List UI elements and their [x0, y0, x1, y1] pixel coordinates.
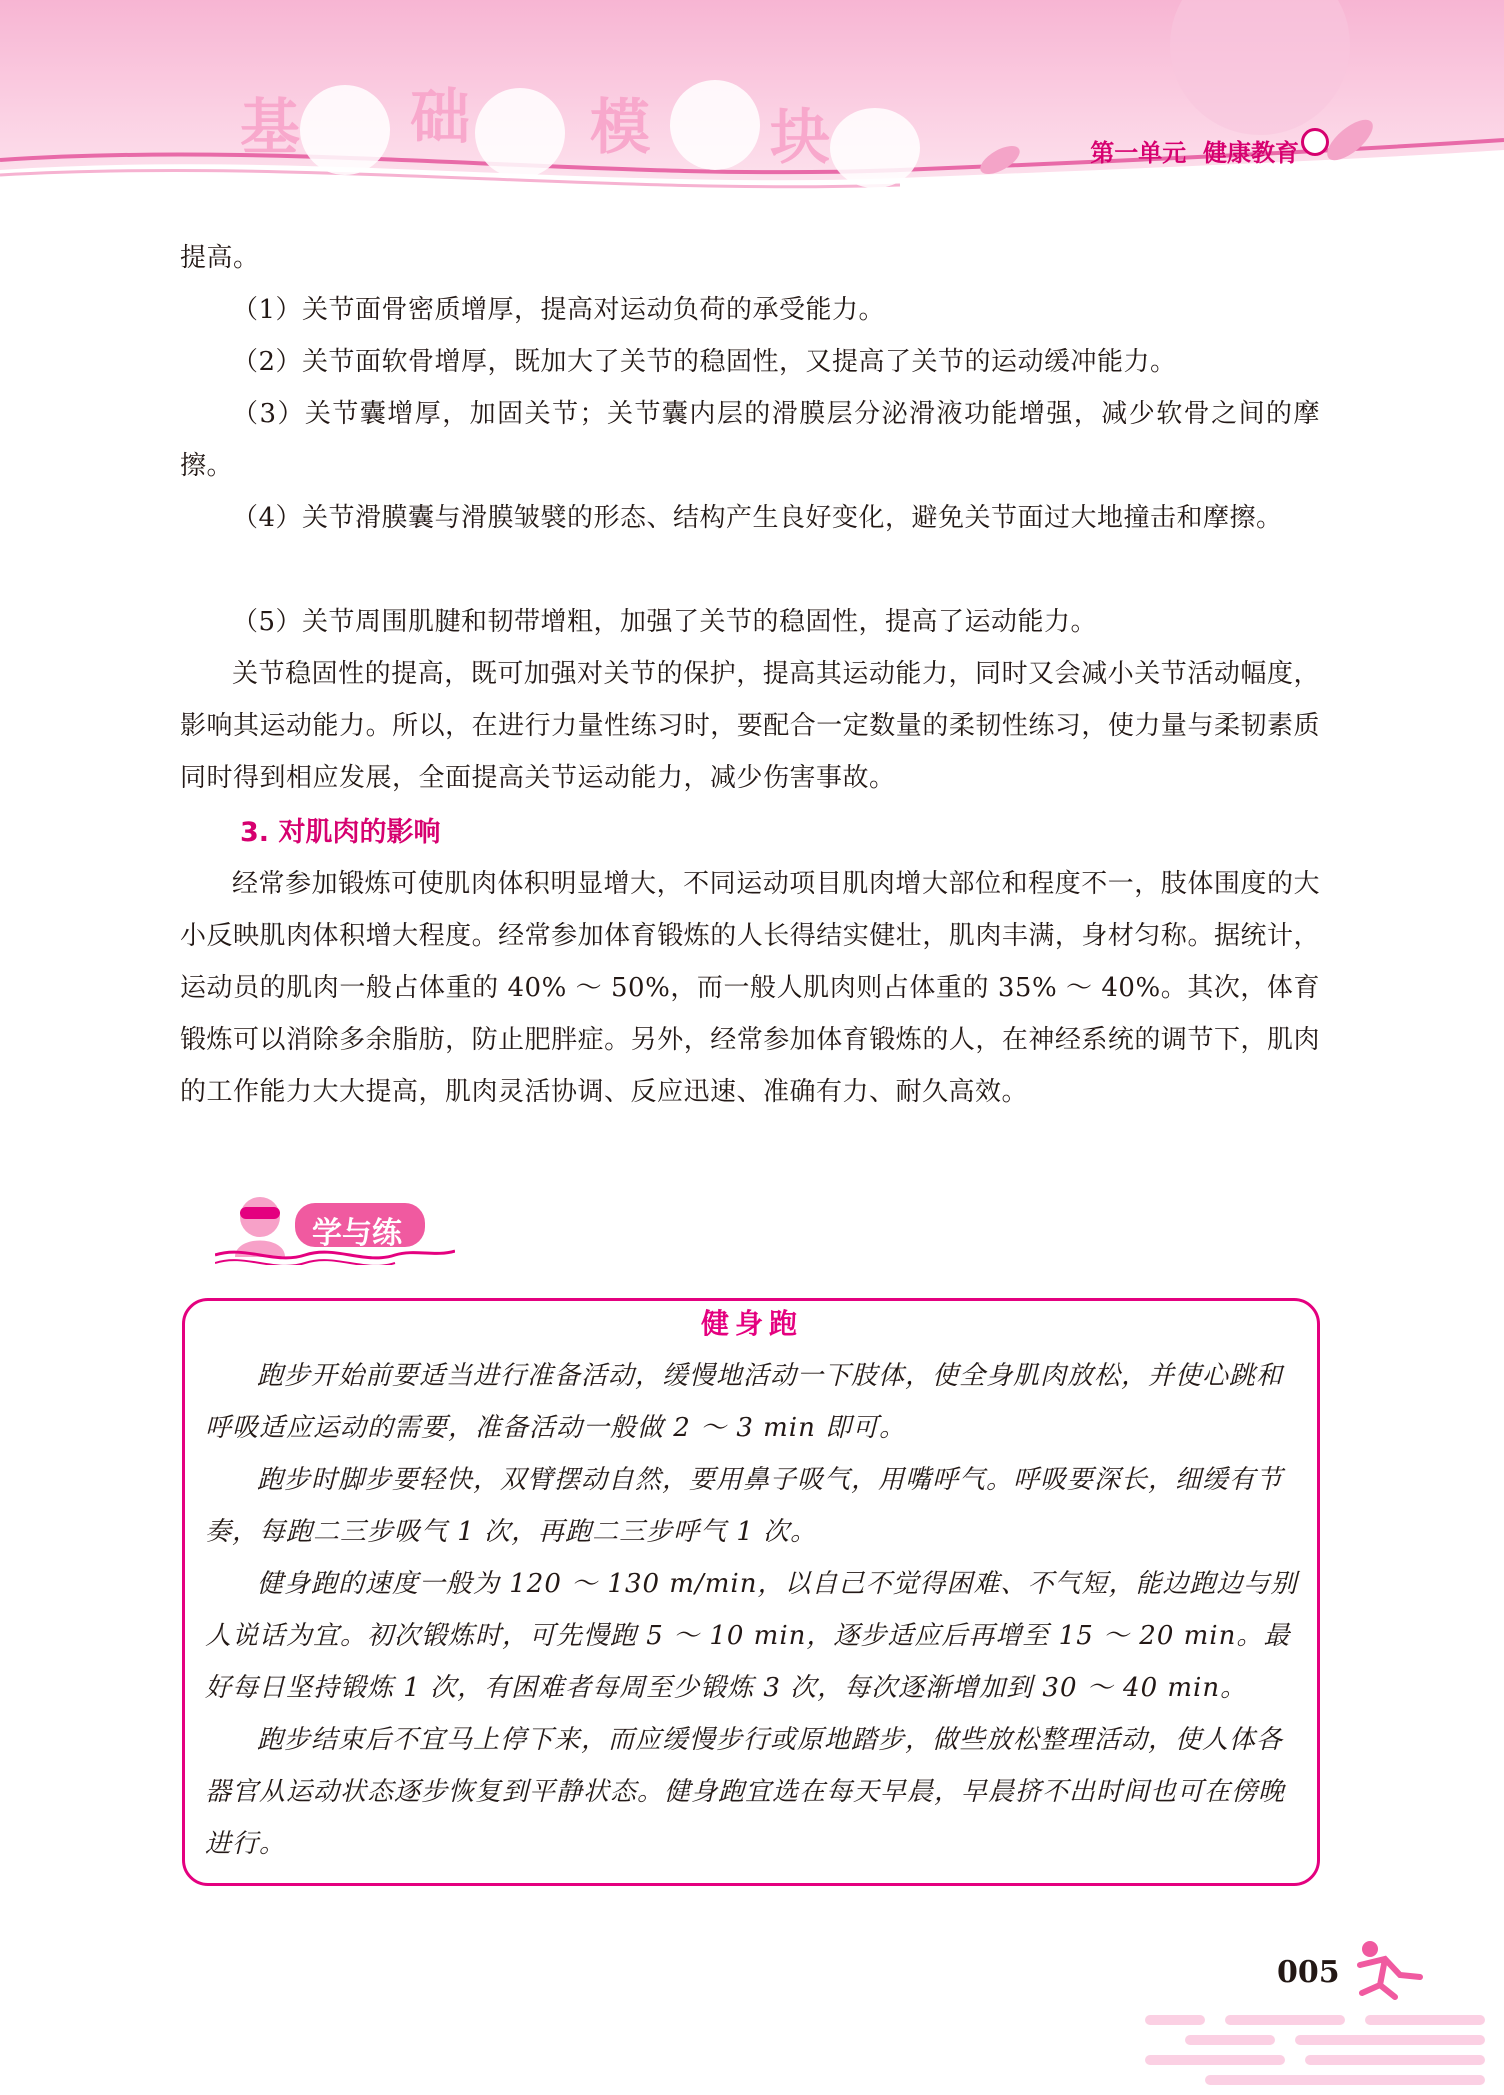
brand-char-2: 础 — [410, 83, 470, 153]
paragraph-continuation: 提高。 — [180, 243, 260, 273]
runner-footer-icon — [1340, 1935, 1430, 2005]
brand-char-3: 模 — [590, 93, 650, 163]
practice-paragraph-2: 跑步时脚步要轻快，双臂摆动自然，要用鼻子吸气，用嘴呼气。呼吸要深长，细缓有节奏，每跑二三步吸气 1 次，再跑二三步呼气 1 次。 — [205, 1465, 1284, 1547]
footer-stripes-decoration — [1145, 2015, 1485, 2095]
page-header — [0, 0, 1504, 200]
paragraph-muscle: 经常参加锻炼可使肌肉体积明显增大，不同运动项目肌肉增大部位和程度不一，肢体围度的大小反映肌肉体积增大程度。经常参加体育锻炼的人长得结实健壮，肌肉丰满，身材匀称。据统计，运动员的肌肉一般占体重的 40% ～ 50%，而一般人肌肉则占体重的 35% ～ 40%。其次，体育锻炼可以消除多余脂肪，防止肥胖症。另外，经常参加体育锻炼的人，在神经系统的调节下，肌肉的工作能力大大提高，肌肉灵活协调、反应迅速、准确有力、耐久高效。 — [180, 869, 1320, 1107]
list-item-2: （2）关节面软骨增厚，既加大了关节的稳固性，又提高了关节的运动缓冲能力。 — [232, 347, 1177, 377]
practice-paragraph-3: 健身跑的速度一般为 120 ～ 130 m/min，以自己不觉得困难、不气短，能边跑边与别人说话为宜。初次锻炼时，可先慢跑 5 ～ 10 min，逐步适应后再增至 15 ～ 20 min。最好每日坚持锻炼 1 次，有困难者每周至少锻炼 3 次，每次逐渐增加到 30 ～ 40 min。 — [205, 1569, 1298, 1703]
unit-circle-icon — [1301, 128, 1329, 156]
list-item-4: （4）关节滑膜囊与滑膜皱襞的形态、结构产生良好变化，避免关节面过大地撞击和摩擦。 — [232, 503, 1283, 533]
list-item-1: （1）关节面骨密质增厚，提高对运动负荷的承受能力。 — [232, 295, 886, 325]
practice-paragraph-4: 跑步结束后不宜马上停下来，而应缓慢步行或原地踏步，做些放松整理活动，使人体各器官从运动状态逐步恢复到平静状态。健身跑宜选在每天早晨，早晨挤不出时间也可在傍晚进行。 — [205, 1725, 1286, 1859]
sprinter-figure-icon — [475, 88, 565, 178]
brand-char-4: 块 — [770, 103, 830, 173]
brand-char-1: 基 — [240, 93, 300, 163]
unit-section: 健康教育 — [1203, 139, 1299, 167]
basketball-figure-icon — [670, 80, 760, 170]
unit-number: 第一单元 — [1090, 139, 1187, 167]
practice-paragraph-1: 跑步开始前要适当进行准备活动，缓慢地活动一下肢体，使全身肌肉放松，并使心跳和呼吸适应运动的需要，准备活动一般做 2 ～ 3 min 即可。 — [205, 1361, 1284, 1443]
list-item-5: （5）关节周围肌腱和韧带增粗，加强了关节的稳固性，提高了运动能力。 — [232, 607, 1098, 637]
page-number: 005 — [1277, 1955, 1340, 1990]
unit-label — [1090, 133, 1299, 168]
paragraph-joint-stability: 关节稳固性的提高，既可加强对关节的保护，提高其运动能力，同时又会减小关节活动幅度，影响其运动能力。所以，在进行力量性练习时，要配合一定数量的柔韧性练习，使力量与柔韧素质同时得到相应发展，全面提高关节运动能力，减少伤害事故。 — [180, 659, 1320, 793]
section-heading-muscle: 3. 对肌肉的影响 — [240, 817, 441, 848]
practice-banner-label: 学与练 — [312, 1216, 402, 1251]
athlete-figure-icon — [300, 85, 390, 175]
swimmer-figure-icon — [830, 108, 920, 188]
list-item-3: （3）关节囊增厚，加固关节；关节囊内层的滑膜层分泌滑液功能增强，减少软骨之间的摩擦。 — [180, 399, 1320, 481]
practice-title: 健身跑 — [700, 1307, 803, 1340]
